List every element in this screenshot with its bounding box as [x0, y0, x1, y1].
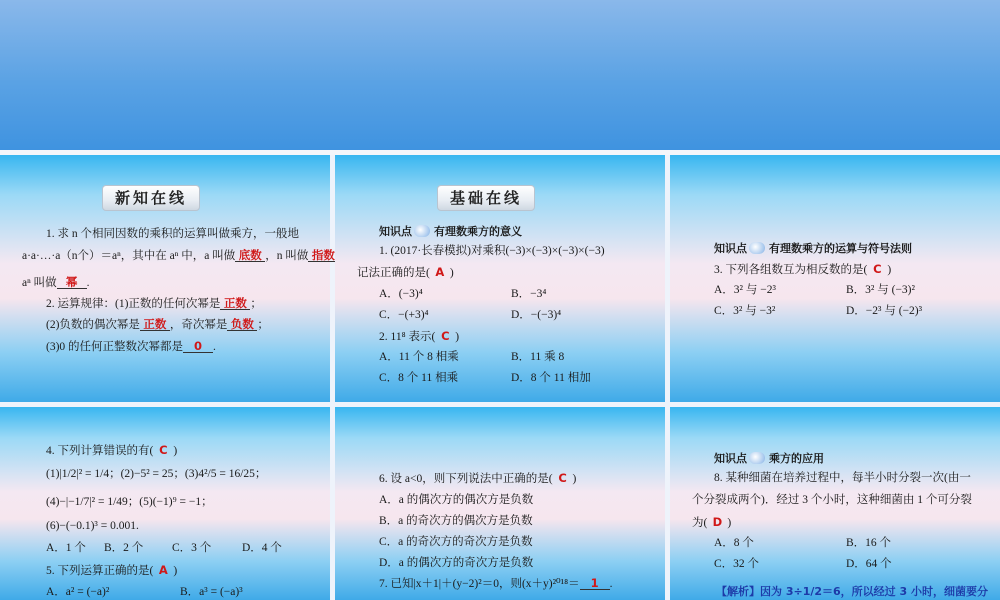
option[interactable]: A．8 个	[714, 537, 754, 549]
answer-blank: 正数	[140, 318, 170, 331]
answer-choice: C	[558, 471, 567, 485]
option[interactable]: B．−3⁴	[511, 288, 547, 300]
option[interactable]: A．a 的偶次方的偶次方是负数	[379, 494, 534, 506]
header-band	[0, 0, 1000, 150]
option[interactable]: A．(−3)⁴	[379, 288, 423, 300]
answer-blank: 1	[580, 577, 610, 590]
question-text: 3. 下列各组数互为相反数的是( C )	[714, 262, 892, 276]
slide-new-knowledge[interactable]	[0, 155, 335, 402]
solution-text: 【解析】因为 3÷1/2＝6，所以经过 3 小时，细菌要分	[716, 585, 988, 598]
question-text: 2. 11⁸ 表示( C )	[379, 329, 460, 343]
expression-line: (1)|1/2|² = 1/4；(2)−5² = 25；(3)4²/5 = 16/25；	[46, 468, 267, 480]
option[interactable]: C．a 的奇次方的奇次方是负数	[379, 536, 533, 548]
text-line: a·a·…·a（n个）＝aⁿ，其中在 aⁿ 中，a 叫做 底数 ，n 叫做 指数	[22, 249, 350, 263]
slide-basics[interactable]	[335, 155, 665, 402]
option[interactable]: D．−(−3)⁴	[511, 309, 562, 321]
answer-blank: 负数	[227, 318, 257, 331]
question-text: 1. (2017·长春模拟)对乘积(−3)×(−3)×(−3)×(−3)	[379, 245, 605, 257]
option[interactable]: C．−(+3)⁴	[379, 309, 429, 321]
question-text: 4. 下列计算错误的有( C )	[46, 443, 178, 457]
section-banner: 基础在线	[437, 185, 535, 211]
knowledge-point: 知识点 有理数乘方的运算与符号法则	[714, 242, 912, 255]
expression-line: (4)−|−1/7|² = 1/49；(5)(−1)⁹ = −1；	[46, 496, 213, 508]
answer-blank: 底数	[235, 249, 265, 262]
answer-blank: 幂	[57, 276, 87, 289]
option[interactable]: D．a 的偶次方的奇次方是负数	[379, 557, 534, 569]
text-line: 1. 求 n 个相同因数的乘积的运算叫做乘方，一般地	[46, 228, 299, 240]
option[interactable]: C．3 个	[172, 542, 212, 554]
option[interactable]: D．64 个	[846, 558, 892, 570]
slide-power-parity[interactable]	[335, 407, 665, 600]
text-line: 2. 运算规律：(1)正数的任何次幂是 正数 ；	[46, 296, 262, 310]
answer-choice: D	[712, 515, 723, 529]
knowledge-point-icon	[414, 225, 430, 237]
option[interactable]: B．16 个	[846, 537, 892, 549]
question-text: 为( D )	[692, 515, 732, 529]
option[interactable]: D．−2³ 与 (−2)³	[846, 305, 923, 317]
text-line: (2)负数的偶次幂是 正数 ，奇次幂是 负数 ；	[46, 317, 269, 331]
option[interactable]: B．11 乘 8	[511, 351, 565, 363]
answer-choice: C	[873, 262, 882, 276]
section-banner: 新知在线	[102, 185, 200, 211]
option[interactable]: A．1 个	[46, 542, 86, 554]
answer-choice: A	[158, 563, 168, 577]
knowledge-point: 知识点 有理数乘方的意义	[379, 225, 522, 238]
option[interactable]: B．2 个	[104, 542, 144, 554]
knowledge-point: 知识点 乘方的应用	[714, 452, 824, 465]
question-text: 8. 某种细菌在培养过程中，每半小时分裂一次(由一	[714, 472, 971, 484]
slide-operation-rules[interactable]	[670, 155, 1000, 402]
option[interactable]: D．8 个 11 相加	[511, 372, 591, 384]
option[interactable]: D．4 个	[242, 542, 282, 554]
expression-line: (6)−(−0.1)³ = 0.001.	[46, 520, 139, 532]
option[interactable]: C．32 个	[714, 558, 760, 570]
slide-calc-errors[interactable]	[0, 407, 330, 600]
question-text: 6. 设 a<0，则下列说法中正确的是( C )	[379, 471, 577, 485]
option[interactable]: A．a² = (−a)²	[46, 586, 110, 598]
question-text: 记法正确的是( A )	[357, 265, 454, 279]
option[interactable]: C．8 个 11 相乘	[379, 372, 459, 384]
knowledge-point-icon	[749, 242, 765, 254]
answer-choice: C	[159, 443, 168, 457]
answer-choice: C	[441, 329, 450, 343]
question-text: 7. 已知|x＋1|＋(y−2)²＝0，则(x＋y)²⁰¹⁸＝ 1 .	[379, 576, 613, 590]
option[interactable]: A．11 个 8 相乘	[379, 351, 459, 363]
slide-power-application[interactable]	[670, 407, 1000, 600]
answer-choice: A	[435, 265, 445, 279]
option[interactable]: A．3² 与 −2³	[714, 284, 776, 296]
knowledge-point-icon	[749, 452, 765, 464]
question-text: 5. 下列运算正确的是( A )	[46, 563, 178, 577]
option[interactable]: C．3² 与 −3²	[714, 305, 776, 317]
option[interactable]: B．a 的奇次方的偶次方是负数	[379, 515, 533, 527]
option[interactable]: B．3² 与 (−3)²	[846, 284, 915, 296]
answer-blank: 指数	[308, 249, 338, 262]
answer-blank: 正数	[220, 297, 250, 310]
option[interactable]: B．a³ = (−a)³	[180, 586, 243, 598]
text-line: (3)0 的任何正整数次幂都是 0 .	[46, 339, 216, 353]
answer-blank: 0	[183, 340, 213, 353]
question-text: 个分裂成两个)．经过 3 个小时，这种细菌由 1 个可分裂	[692, 494, 972, 506]
text-line: aⁿ 叫做 幂 .	[22, 275, 90, 289]
